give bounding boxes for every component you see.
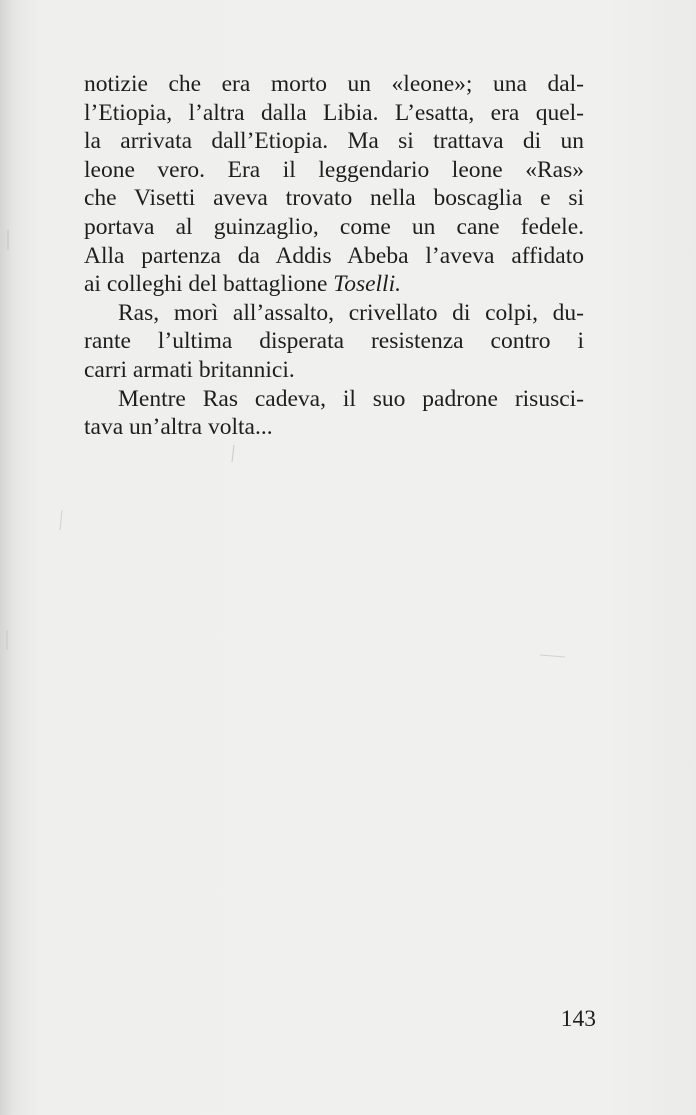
text-line: portava al guinzaglio, come un cane fedele. [84, 213, 584, 240]
text-line: Ras, morì all’assalto, crivellato di colpi, du- [118, 299, 584, 326]
text-line: notizie che era morto un «leone»; una dal- [84, 71, 584, 97]
page-number: 143 [560, 1006, 596, 1032]
text-segment: ai colleghi del battaglione [84, 271, 334, 298]
text-line: carri armati britannici. [84, 356, 295, 383]
text-line: leone vero. Era il leggendario leone «Ras» [84, 156, 584, 183]
text-line: tava un’altra volta... [84, 414, 273, 441]
body-text [84, 70, 584, 442]
text-line: rante l’ultima disperata resistenza contro i [84, 328, 584, 355]
italic-name-toselli: Toselli. [333, 271, 401, 298]
text-line: l’Etiopia, l’altra dalla Libia. L’esatta, era quel- [84, 99, 584, 126]
text-line: Mentre Ras cadeva, il suo padrone risusci- [118, 385, 584, 412]
text-line: Alla partenza da Addis Abeba l’aveva affidato [84, 242, 584, 269]
text-line: la arrivata dall’Etiopia. Ma si trattava di un [84, 128, 584, 155]
text-line [84, 270, 584, 299]
text-line: che Visetti aveva trovato nella boscaglia e si [84, 185, 584, 212]
